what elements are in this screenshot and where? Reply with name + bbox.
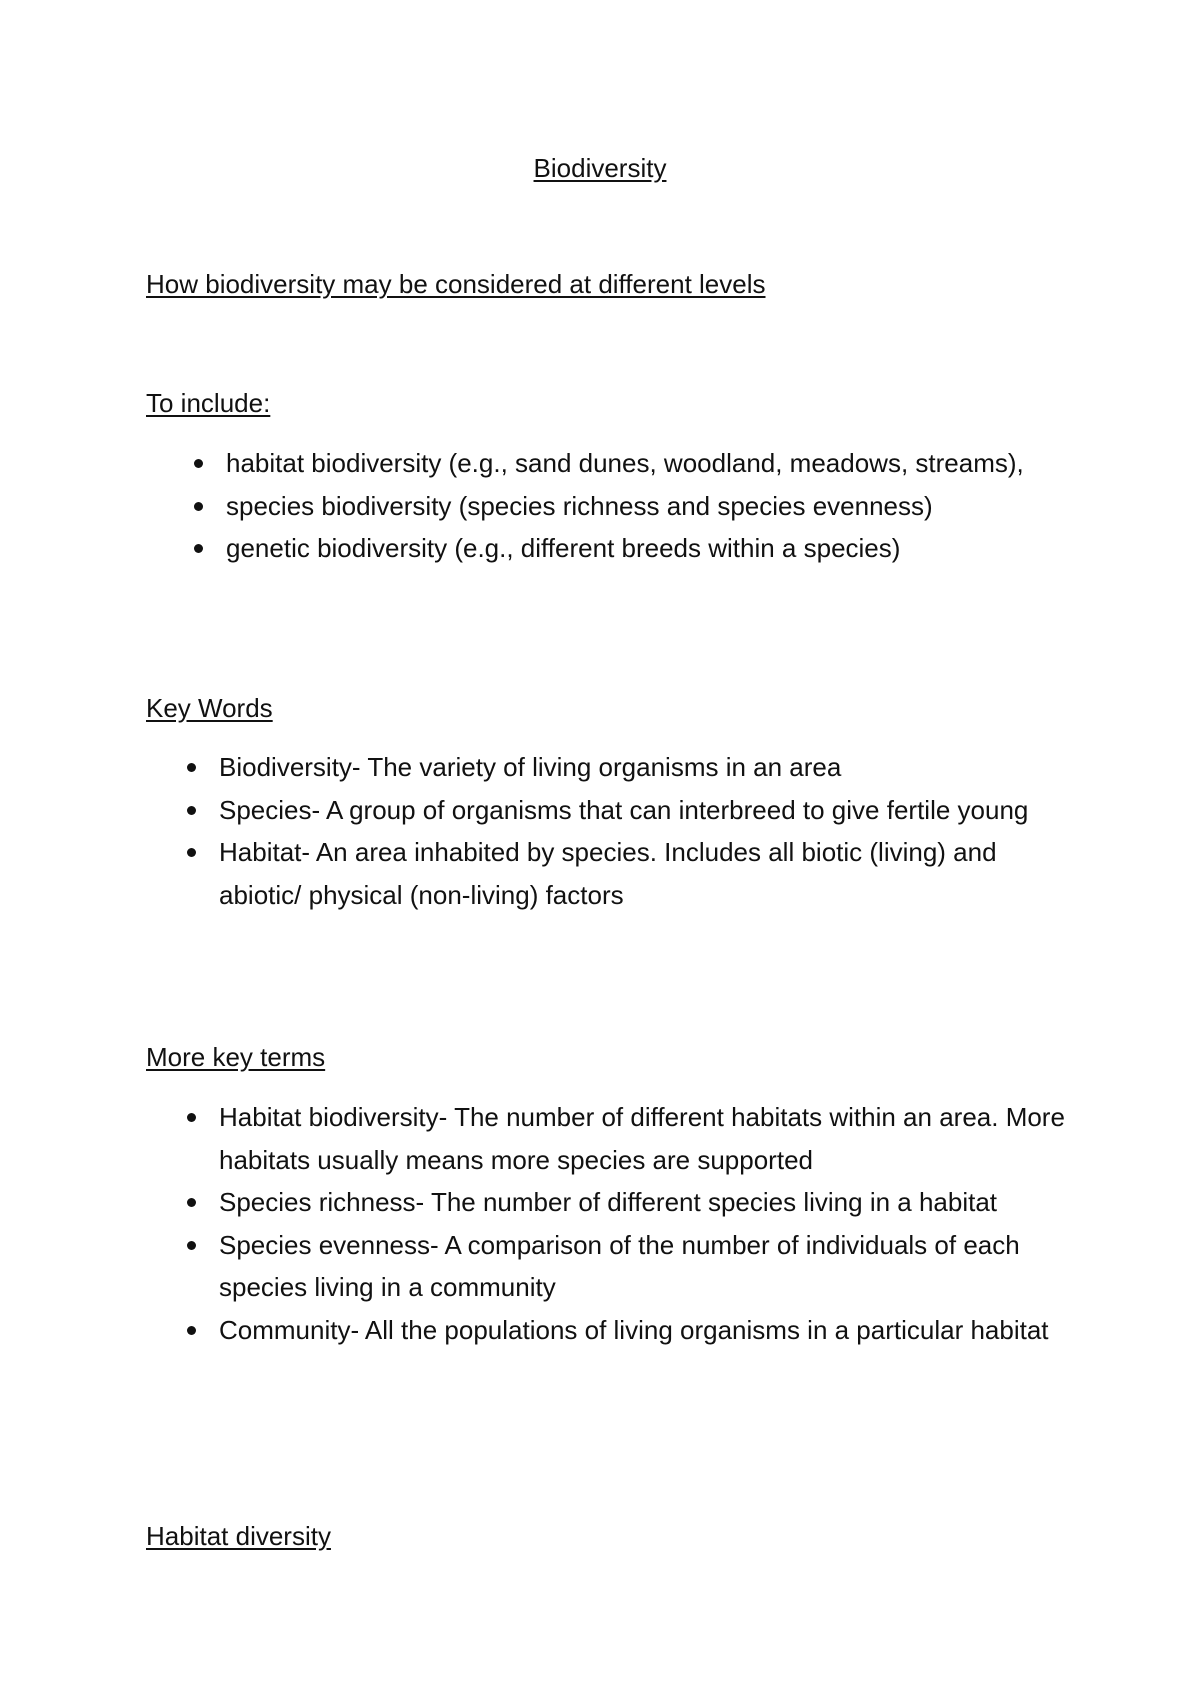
list-item: Habitat biodiversity- The number of different habitats within an area. More habitats usually means more species are supported bbox=[219, 1096, 1069, 1181]
list-item: habitat biodiversity (e.g., sand dunes, woodland, meadows, streams), bbox=[226, 442, 1046, 485]
document-title-text: Biodiversity bbox=[533, 153, 667, 183]
key-words-heading: Key Words bbox=[146, 693, 273, 723]
bullet-icon bbox=[187, 763, 196, 772]
bullet-icon bbox=[187, 1198, 196, 1207]
habitat-diversity-heading: Habitat diversity bbox=[146, 1521, 331, 1551]
list-item: species biodiversity (species richness and species evenness) bbox=[226, 485, 1046, 528]
bullet-icon bbox=[194, 544, 203, 553]
bullet-icon bbox=[194, 459, 203, 468]
list-item: genetic biodiversity (e.g., different breeds within a species) bbox=[226, 527, 1046, 570]
list-item: Species evenness- A comparison of the number of individuals of each species living in a community bbox=[219, 1224, 1069, 1309]
bullet-icon bbox=[194, 502, 203, 511]
more-key-terms-list bbox=[219, 1096, 1069, 1351]
list-item: Biodiversity- The variety of living organisms in an area bbox=[219, 746, 1059, 789]
bullet-icon bbox=[187, 848, 196, 857]
list-item: Community- All the populations of living organisms in a particular habitat bbox=[219, 1309, 1069, 1352]
key-words-list bbox=[219, 746, 1059, 916]
bullet-icon bbox=[187, 1113, 196, 1122]
list-item: Species richness- The number of different species living in a habitat bbox=[219, 1181, 1069, 1224]
list-item: Species- A group of organisms that can interbreed to give fertile young bbox=[219, 789, 1059, 832]
levels-heading: How biodiversity may be considered at different levels bbox=[146, 269, 766, 299]
to-include-list bbox=[226, 442, 1046, 570]
to-include-heading: To include: bbox=[146, 388, 271, 418]
document-title bbox=[0, 152, 1200, 184]
bullet-icon bbox=[187, 806, 196, 815]
list-item: Habitat- An area inhabited by species. Includes all biotic (living) and abiotic/ physical (non-living) factors bbox=[219, 831, 1059, 916]
bullet-icon bbox=[187, 1326, 196, 1335]
bullet-icon bbox=[187, 1241, 196, 1250]
more-key-terms-heading: More key terms bbox=[146, 1042, 326, 1072]
